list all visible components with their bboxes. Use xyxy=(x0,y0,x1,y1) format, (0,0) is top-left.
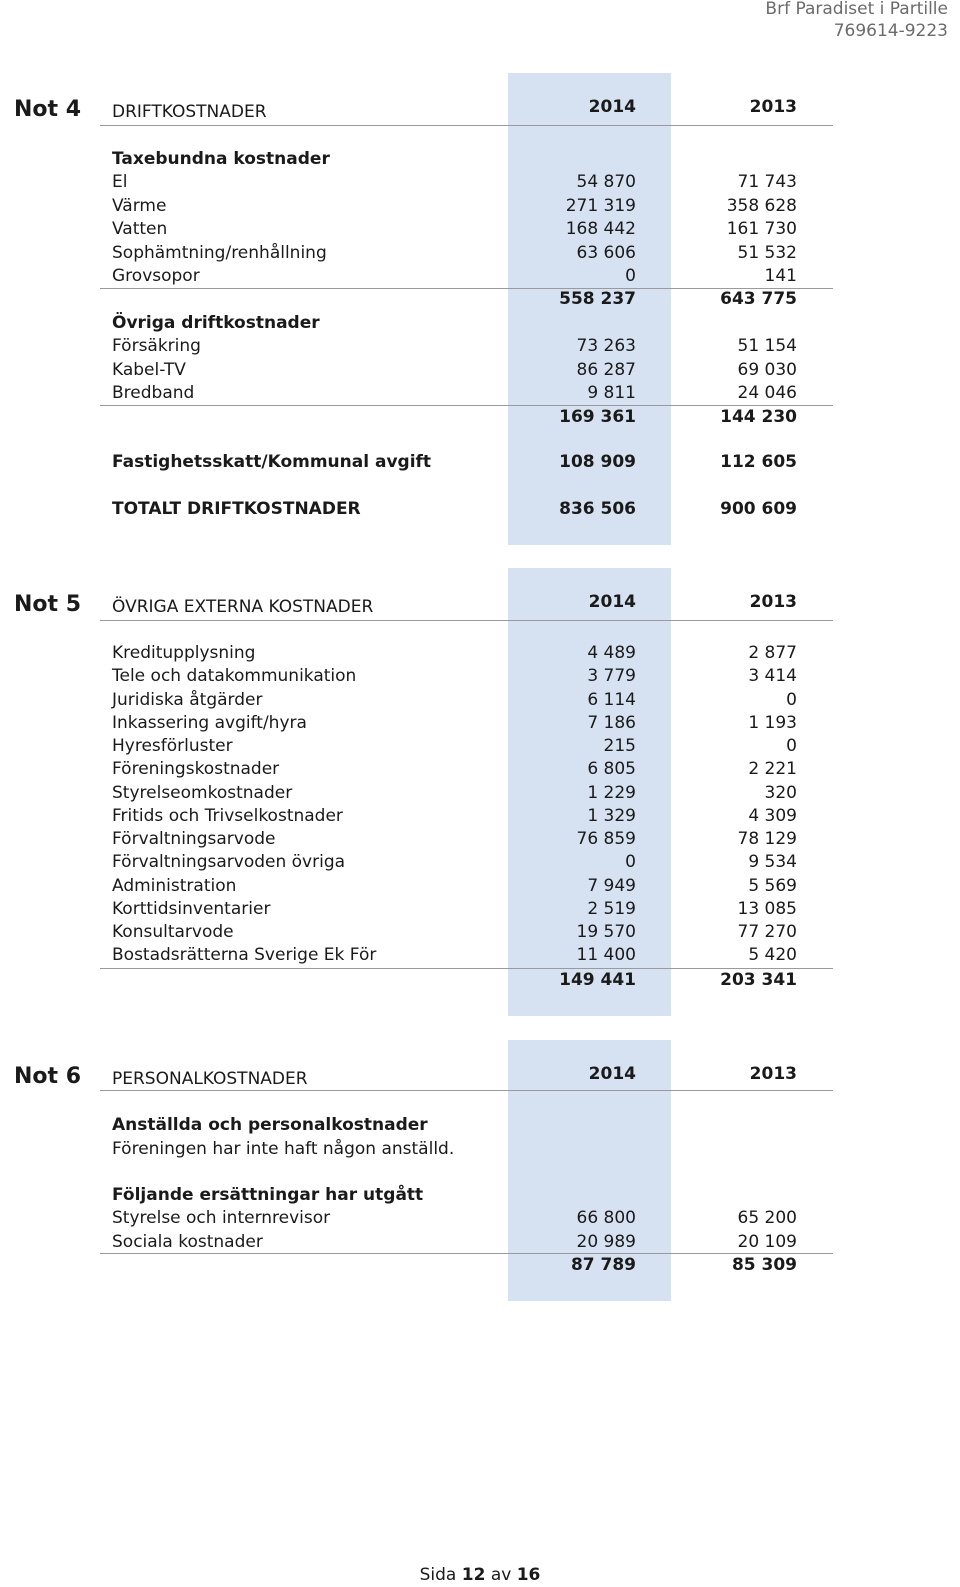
value-2013: 20 109 xyxy=(737,1231,797,1252)
value-2013: 112 605 xyxy=(720,452,797,472)
year-header-2014: 2014 xyxy=(588,1064,636,1084)
org-number: 769614-9223 xyxy=(833,21,948,41)
subtotal-row xyxy=(0,406,960,430)
value-2013: 1 193 xyxy=(748,712,797,733)
value-2014: 66 800 xyxy=(576,1208,636,1228)
table-row xyxy=(0,851,960,875)
value-2013: 900 609 xyxy=(720,499,797,519)
value-2013: 141 xyxy=(764,266,797,286)
row-label: Kabel-TV xyxy=(112,359,186,380)
value-2014: 271 319 xyxy=(565,195,636,216)
value-2013: 77 270 xyxy=(737,922,797,942)
year-header-2013: 2013 xyxy=(749,1064,797,1084)
value-2013: 13 085 xyxy=(737,898,797,919)
table-row xyxy=(0,171,960,195)
subtotal-row xyxy=(0,288,960,312)
row-label: Styrelse och internrevisor xyxy=(112,1208,331,1228)
value-2014: 4 489 xyxy=(587,643,636,663)
value-2014: 73 263 xyxy=(576,336,636,356)
row-label: Inkassering avgift/hyra xyxy=(112,712,307,733)
row-label: Grovsopor xyxy=(112,266,200,286)
table-row xyxy=(0,335,960,359)
value-2013: 320 xyxy=(764,782,797,803)
row-label: Fastighetsskatt/Kommunal avgift xyxy=(112,452,432,472)
group-heading xyxy=(0,312,960,336)
value-2013: 9 534 xyxy=(748,852,797,873)
row-label: Föreningskostnader xyxy=(112,759,280,780)
subtotal-2014: 558 237 xyxy=(559,289,636,309)
row-label: Sociala kostnader xyxy=(112,1231,263,1252)
value-2013: 5 569 xyxy=(748,875,797,896)
value-2013: 65 200 xyxy=(737,1208,797,1228)
table-row xyxy=(0,218,960,242)
value-2013: 2 221 xyxy=(748,759,797,780)
table-row xyxy=(0,805,960,829)
row-label: TOTALT DRIFTKOSTNADER xyxy=(112,499,361,519)
total-2013: 203 341 xyxy=(720,970,797,990)
table-row xyxy=(0,359,960,383)
row-label: Bostadsrätterna Sverige Ek För xyxy=(112,945,377,966)
row-label: Förvaltningsarvode xyxy=(112,829,276,849)
value-2014: 3 779 xyxy=(587,666,636,687)
note-number: Not 5 xyxy=(14,592,82,617)
footer-total: 16 xyxy=(516,1565,541,1585)
table-row xyxy=(0,712,960,736)
value-2013: 51 154 xyxy=(737,336,797,356)
value-2013: 5 420 xyxy=(748,945,797,966)
row-label: Kreditupplysning xyxy=(112,643,256,663)
row-label: Administration xyxy=(112,875,237,896)
value-2014: 108 909 xyxy=(559,452,636,472)
value-2013: 4 309 xyxy=(748,805,797,826)
value-2014: 0 xyxy=(625,266,636,286)
value-2013: 0 xyxy=(786,689,797,710)
value-2014: 1 329 xyxy=(587,805,636,826)
section-title: Följande ersättningar har utgått xyxy=(112,1185,424,1205)
note-title: ÖVRIGA EXTERNA KOSTNADER xyxy=(112,597,374,617)
table-row xyxy=(0,1207,960,1231)
value-2014: 7 949 xyxy=(587,875,636,896)
value-2013: 71 743 xyxy=(737,172,797,192)
header-divider xyxy=(100,125,833,126)
year-header-2013: 2013 xyxy=(749,97,797,117)
subtotal-2013: 144 230 xyxy=(720,406,797,427)
value-2013: 161 730 xyxy=(726,219,797,239)
year-header-2014: 2014 xyxy=(588,592,636,612)
footer-page: 12 xyxy=(461,1565,486,1585)
total-row xyxy=(0,1254,960,1278)
group-heading xyxy=(0,148,960,172)
value-2014: 86 287 xyxy=(576,359,636,380)
row-label: Fritids och Trivselkostnader xyxy=(112,805,343,826)
group-title: Övriga driftkostnader xyxy=(112,312,320,333)
table-row xyxy=(0,242,960,266)
table-row xyxy=(0,265,960,289)
row-label: Styrelseomkostnader xyxy=(112,782,293,803)
value-2014: 63 606 xyxy=(576,242,636,263)
value-2014: 2 519 xyxy=(587,898,636,919)
row-label: El xyxy=(112,172,128,192)
property-tax-row xyxy=(0,451,960,475)
total-2014: 149 441 xyxy=(559,970,636,990)
table-row xyxy=(0,689,960,713)
value-2014: 20 989 xyxy=(576,1231,636,1252)
year-header-2014: 2014 xyxy=(588,97,636,117)
value-2014: 76 859 xyxy=(576,829,636,849)
year-header-2013: 2013 xyxy=(749,592,797,612)
row-label: Hyresförluster xyxy=(112,736,233,756)
footer-of: av xyxy=(490,1565,512,1585)
value-2014: 836 506 xyxy=(559,499,636,519)
table-row xyxy=(0,782,960,806)
value-2013: 2 877 xyxy=(748,643,797,663)
table-row xyxy=(0,758,960,782)
section-title: Anställda och personalkostnader xyxy=(112,1115,428,1135)
row-label: Konsultarvode xyxy=(112,922,234,942)
value-2013: 24 046 xyxy=(737,383,797,403)
row-label: Vatten xyxy=(112,219,168,239)
value-2014: 11 400 xyxy=(576,945,636,966)
row-label: Förvaltningsarvoden övriga xyxy=(112,852,346,873)
value-2014: 215 xyxy=(603,736,636,756)
table-row xyxy=(0,735,960,759)
value-2014: 7 186 xyxy=(587,712,636,733)
page-footer xyxy=(0,1565,960,1585)
row-label: Bredband xyxy=(112,383,195,403)
value-2013: 51 532 xyxy=(737,242,797,263)
table-row xyxy=(0,642,960,666)
value-2014: 168 442 xyxy=(565,219,636,239)
value-2013: 69 030 xyxy=(737,359,797,380)
total-row xyxy=(0,969,960,993)
note-number: Not 4 xyxy=(14,97,82,122)
note-title: DRIFTKOSTNADER xyxy=(112,102,267,122)
footer-prefix: Sida xyxy=(419,1565,457,1585)
subtotal-2014: 169 361 xyxy=(559,406,636,427)
total-row xyxy=(0,498,960,522)
value-2014: 19 570 xyxy=(576,922,636,942)
value-2014: 6 114 xyxy=(587,689,636,710)
total-2013: 85 309 xyxy=(731,1255,797,1275)
header-divider xyxy=(100,620,833,621)
table-row xyxy=(0,665,960,689)
row-label: Juridiska åtgärder xyxy=(112,689,263,710)
section-text: Föreningen har inte haft någon anställd. xyxy=(112,1138,455,1159)
value-2013: 78 129 xyxy=(737,829,797,849)
table-row xyxy=(0,944,960,968)
note-number: Not 6 xyxy=(14,1064,82,1089)
table-row xyxy=(0,898,960,922)
value-2013: 3 414 xyxy=(748,666,797,687)
value-2013: 0 xyxy=(786,736,797,756)
row-label: Sophämtning/renhållning xyxy=(112,242,327,263)
value-2014: 0 xyxy=(625,852,636,873)
table-row xyxy=(0,382,960,406)
note-title: PERSONALKOSTNADER xyxy=(112,1069,308,1089)
total-2014: 87 789 xyxy=(570,1255,636,1275)
table-row xyxy=(0,828,960,852)
table-row xyxy=(0,195,960,219)
table-row xyxy=(0,921,960,945)
value-2014: 1 229 xyxy=(587,782,636,803)
row-label: Korttidsinventarier xyxy=(112,898,271,919)
company-name: Brf Paradiset i Partille xyxy=(765,0,948,19)
table-row xyxy=(0,1231,960,1255)
subtotal-2013: 643 775 xyxy=(720,289,797,309)
value-2013: 358 628 xyxy=(726,195,797,216)
row-label: Tele och datakommunikation xyxy=(112,666,357,687)
value-2014: 54 870 xyxy=(576,172,636,192)
value-2014: 6 805 xyxy=(587,759,636,780)
group-title: Taxebundna kostnader xyxy=(112,149,330,169)
value-2014: 9 811 xyxy=(587,383,636,403)
row-label: Försäkring xyxy=(112,336,201,356)
row-label: Värme xyxy=(112,195,167,216)
header-divider xyxy=(100,1090,833,1091)
table-row xyxy=(0,875,960,899)
